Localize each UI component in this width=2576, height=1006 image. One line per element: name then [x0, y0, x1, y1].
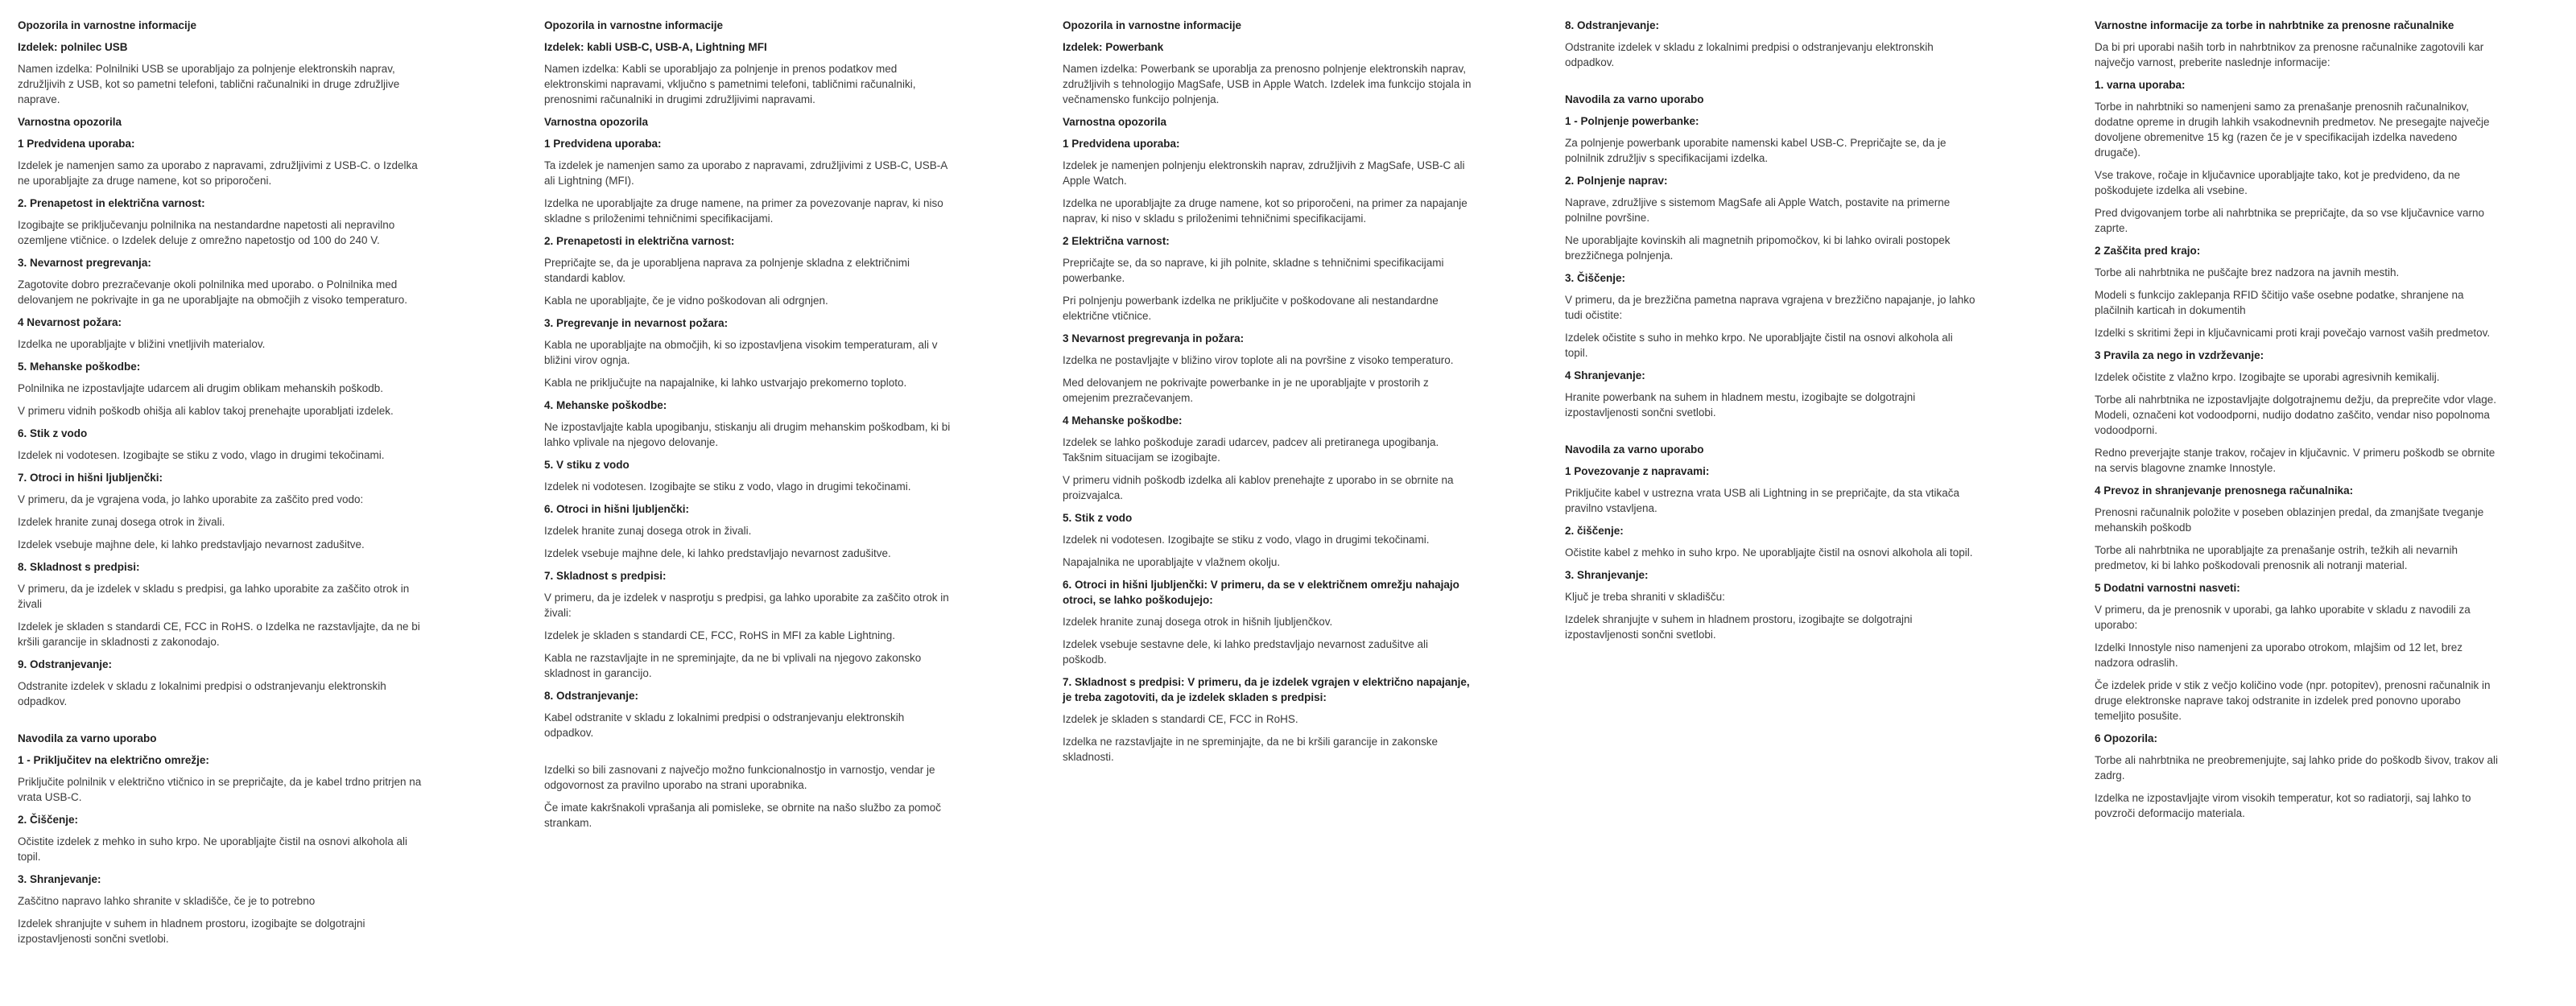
heading: 3 Pravila za nego in vzdrževanje:: [2095, 349, 2264, 361]
paragraph: Kabla ne razstavljajte in ne spreminjajte, da ne bi vplivali na njegovo zakonsko skladnost in garancijo.: [544, 652, 922, 679]
heading: 2. Prenapetosti in električna varnost:: [544, 235, 735, 247]
paragraph: Da bi pri uporabi naših torb in nahrbtnikov za prenosne računalnike zagotovili kar največjo varnost, preberite naslednje informacije:: [2095, 41, 2484, 68]
heading: 4 Prevoz in shranjevanje prenosnega računalnika:: [2095, 484, 2354, 497]
heading: 8. Odstranjevanje:: [1565, 19, 1660, 31]
heading: 6. Otroci in hišni ljubljenčki: V primeru, da se v električnem omrežju nahajajo otroci, se lahko poškodujejo:: [1063, 579, 1459, 606]
heading: 9. Odstranjevanje:: [18, 658, 113, 670]
heading: 4. Mehanske poškodbe:: [544, 399, 667, 411]
heading: 2. Prenapetost in električna varnost:: [18, 197, 205, 209]
section-spacer: [1565, 77, 1977, 92]
paragraph: Med delovanjem ne pokrivajte powerbanke in je ne uporabljajte v prostorih z omejenim prezračevanjem.: [1063, 377, 1429, 404]
paragraph: Torbe ali nahrbtnika ne uporabljajte za prenašanje ostrih, težkih ali nevarnih predmetov, ki bi lahko poškodovali prenosnik ali notranji material.: [2095, 544, 2458, 571]
column-usb-charger: [18, 18, 430, 954]
paragraph: Napajalnika ne uporabljajte v vlažnem okolju.: [1063, 556, 1281, 568]
paragraph: Izdelek je skladen s standardi CE, FCC in RoHS. o Izdelka ne razstavljajte, da ne bi kršili garancije in skladnosti z zakonodajo.: [18, 621, 420, 648]
heading: 6. Stik z vodo: [18, 427, 88, 439]
paragraph: V primeru, da je vgrajena voda, jo lahko uporabite za zaščito pred vodo:: [18, 493, 364, 505]
paragraph: Torbe in nahrbtniki so namenjeni samo za prenašanje prenosnih računalnikov, dodatne opreme in drugih lahkih vsakodnevnih predmetov. Ne presegajte največje dovoljene obremenitve 15 kg (razen če je v specifikacijah izdelka navedeno drugače).: [2095, 101, 2490, 159]
paragraph: Priključite polnilnik v električno vtičnico in se prepričajte, da je kabel trdno pritrjen na vrata USB-C.: [18, 776, 422, 803]
paragraph: V primeru vidnih poškodb ohišja ali kablov takoj prenehajte uporabljati izdelek.: [18, 405, 394, 417]
heading: 7. Skladnost s predpisi:: [544, 570, 667, 582]
heading: Varnostna opozorila: [544, 116, 649, 128]
paragraph: Če imate kakršnakoli vprašanja ali pomisleke, se obrnite na našo službo za pomoč strankam.: [544, 802, 942, 829]
paragraph: Izdelek shranjujte v suhem in hladnem prostoru, izogibajte se dolgotrajni izpostavljenosti sončni svetlobi.: [18, 917, 365, 945]
paragraph: Izdelka ne uporabljajte v bližini vnetljivih materialov.: [18, 338, 266, 350]
column-cables: [544, 18, 956, 838]
paragraph: Modeli s funkcijo zaklepanja RFID ščitijo vaše osebne podatke, shranjene na plačilnih karticah in dokumentih: [2095, 289, 2464, 316]
heading: 7. Skladnost s predpisi: V primeru, da je izdelek vgrajen v električno napajanje, je treba zagotoviti, da je izdelek skladen s predpisi:: [1063, 676, 1470, 703]
section-spacer: [544, 748, 956, 762]
heading: 2 Električna varnost:: [1063, 235, 1170, 247]
heading: 1 Predvidena uporaba:: [1063, 138, 1180, 150]
column-powerbank-usage: [1565, 18, 1977, 649]
paragraph: Ta izdelek je namenjen samo za uporabo z napravami, združljivimi z USB-C, USB-A ali Lightning (MFI).: [544, 159, 947, 187]
column-powerbank: [1063, 18, 1475, 772]
paragraph: Izogibajte se priključevanju polnilnika na nestandardne napetosti ali nepravilno ozemljene vtičnice. o Izdelek deluje z omrežno napetostjo od 100 do 240 V.: [18, 219, 395, 246]
heading: Izdelek: polnilec USB: [18, 41, 128, 53]
paragraph: Kabla ne uporabljajte, če je vidno poškodovan ali odrgnjen.: [544, 295, 828, 307]
paragraph: Izdelka ne uporabljajte za druge namene, na primer za povezovanje naprav, ki niso skladne s priloženimi tehničnimi specifikacijami.: [544, 197, 943, 225]
paragraph: Izdelek ni vodotesen. Izogibajte se stiku z vodo, vlago in drugimi tekočinami.: [18, 449, 385, 461]
heading: 1 Predvidena uporaba:: [544, 138, 662, 150]
paragraph: Kabel odstranite v skladu z lokalnimi predpisi o odstranjevanju elektronskih odpadkov.: [544, 711, 905, 739]
heading: 3. Shranjevanje:: [1565, 569, 1649, 581]
paragraph: Redno preverjajte stanje trakov, ročajev in ključavnic. V primeru poškodb se obrnite na servis blagovne znamke Innostyle.: [2095, 447, 2496, 474]
paragraph: Izdelek očistite s suho in mehko krpo. Ne uporabljajte čistil na osnovi alkohola ali topil.: [1565, 332, 1953, 359]
heading: 3. Nevarnost pregrevanja:: [18, 257, 151, 269]
paragraph: Zagotovite dobro prezračevanje okoli polnilnika med uporabo. o Polnilnika med delovanjem ne pokrivajte in ga ne uporabljajte na območjih z visoko temperaturo.: [18, 278, 408, 306]
paragraph: Izdelek hranite zunaj dosega otrok in živali.: [544, 525, 752, 537]
paragraph: Kabla ne priključujte na napajalnike, ki lahko ustvarjajo prekomerno toploto.: [544, 377, 907, 389]
paragraph: Odstranite izdelek v skladu z lokalnimi predpisi o odstranjevanju elektronskih odpadkov.: [18, 680, 386, 707]
heading: Varnostna opozorila: [1063, 116, 1167, 128]
heading: 1 - Polnjenje powerbanke:: [1565, 115, 1699, 127]
heading: 7. Otroci in hišni ljubljenčki:: [18, 472, 163, 484]
paragraph: Izdelki s skritimi žepi in ključavnicami proti kraji povečajo varnost vaših predmetov.: [2095, 327, 2491, 339]
paragraph: Polnilnika ne izpostavljajte udarcem ali drugim oblikam mehanskih poškodb.: [18, 382, 383, 394]
paragraph: Izdelek hranite zunaj dosega otrok in živali.: [18, 516, 225, 528]
heading: 5. Mehanske poškodbe:: [18, 361, 141, 373]
section-spacer: [1565, 427, 1977, 442]
heading: 5. Stik z vodo: [1063, 512, 1133, 524]
paragraph: Izdelka ne postavljajte v bližino virov toplote ali na površine z visoko temperaturo.: [1063, 354, 1454, 366]
paragraph: Torbe ali nahrbtnika ne puščajte brez nadzora na javnih mestih.: [2095, 266, 2400, 278]
heading: Izdelek: Powerbank: [1063, 41, 1164, 53]
paragraph: Izdelek ni vodotesen. Izogibajte se stiku z vodo, vlago in drugimi tekočinami.: [1063, 534, 1430, 546]
paragraph: Izdelek je skladen s standardi CE, FCC, RoHS in MFI za kable Lightning.: [544, 629, 895, 641]
paragraph: Hranite powerbank na suhem in hladnem mestu, izogibajte se dolgotrajni izpostavljenosti sončni svetlobi.: [1565, 391, 1916, 418]
heading: 2. Polnjenje naprav:: [1565, 175, 1668, 187]
heading: 6 Opozorila:: [2095, 732, 2158, 744]
paragraph: Izdelka ne uporabljajte za druge namene, kot so priporočeni, na primer za napajanje naprav, ki niso v skladu s priloženimi tehničnimi specifikacijami.: [1063, 197, 1468, 225]
paragraph: Naprave, združljive s sistemom MagSafe ali Apple Watch, postavite na primerne polnilne površine.: [1565, 196, 1951, 224]
paragraph: Izdelek je skladen s standardi CE, FCC in RoHS.: [1063, 713, 1298, 725]
paragraph: Izdelek vsebuje sestavne dele, ki lahko predstavljajo nevarnost zadušitve ali poškodb.: [1063, 638, 1429, 666]
paragraph: Izdelek je namenjen samo za uporabo z napravami, združljivimi z USB-C. o Izdelka ne uporabljajte za druge namene, kot so priporočeni.: [18, 159, 418, 187]
paragraph: Priključite kabel v ustrezna vrata USB ali Lightning in se prepričajte, da sta vtikača pravilno vstavljena.: [1565, 487, 1959, 514]
paragraph: V primeru, da je prenosnik v uporabi, ga lahko uporabite v skladu z navodili za uporabo:: [2095, 604, 2471, 631]
heading: 4 Shranjevanje:: [1565, 369, 1645, 381]
heading: 4 Nevarnost požara:: [18, 316, 122, 328]
heading: Opozorila in varnostne informacije: [1063, 19, 1242, 31]
paragraph: Za polnjenje powerbank uporabite namenski kabel USB-C. Prepričajte se, da je polnilnik združljiv s specifikacijami izdelka.: [1565, 137, 1946, 164]
paragraph: Izdelka ne razstavljajte in ne spreminjajte, da ne bi kršili garancije in zakonske skladnosti.: [1063, 736, 1438, 763]
heading: 2. čiščenje:: [1565, 525, 1624, 537]
heading: 3. Shranjevanje:: [18, 873, 101, 885]
paragraph: Izdelki Innostyle niso namenjeni za uporabo otrokom, mlajšim od 12 let, brez nadzora odraslih.: [2095, 641, 2462, 669]
heading: Opozorila in varnostne informacije: [18, 19, 197, 31]
paragraph: Ključ je treba shraniti v skladišču:: [1565, 591, 1725, 603]
paragraph: V primeru, da je brezžična pametna naprava vgrajena v brezžično napajanje, jo lahko tudi očistite:: [1565, 294, 1975, 321]
heading: Navodila za varno uporabo: [1565, 93, 1704, 105]
heading: Varnostne informacije za torbe in nahrbtnike za prenosne računalnike: [2095, 19, 2454, 31]
heading: 1 - Priključitev na električno omrežje:: [18, 754, 209, 766]
paragraph: Izdelek je namenjen polnjenju elektronskih naprav, združljivih z MagSafe, USB-C ali Apple Watch.: [1063, 159, 1465, 187]
paragraph: Ne uporabljajte kovinskih ali magnetnih pripomočkov, ki bi lahko ovirali postopek brezžičnega polnjenja.: [1565, 234, 1951, 262]
paragraph: Očistite izdelek z mehko in suho krpo. Ne uporabljajte čistil na osnovi alkohola ali topil.: [18, 835, 407, 863]
paragraph: Izdelek se lahko poškoduje zaradi udarcev, padcev ali pretiranega upogibanja. Takšnim situacijam se izogibajte.: [1063, 436, 1439, 464]
heading: 2. Čiščenje:: [18, 814, 79, 826]
paragraph: Torbe ali nahrbtnika ne preobremenjujte, saj lahko pride do poškodb šivov, trakov ali zadrg.: [2095, 754, 2499, 781]
paragraph: Izdelek očistite z vlažno krpo. Izogibajte se uporabi agresivnih kemikalij.: [2095, 371, 2440, 383]
paragraph: Izdelek shranjujte v suhem in hladnem prostoru, izogibajte se dolgotrajni izpostavljenosti sončni svetlobi.: [1565, 613, 1913, 641]
paragraph: Vse trakove, ročaje in ključavnice uporabljajte tako, kot je predvideno, da ne poškodujete izdelka ali vsebine.: [2095, 169, 2461, 196]
heading: 2 Zaščita pred krajo:: [2095, 245, 2201, 257]
paragraph: Izdelka ne izpostavljajte virom visokih temperatur, kot so radiatorji, saj lahko to povzroči deformacijo materiala.: [2095, 792, 2471, 819]
paragraph: Če izdelek pride v stik z večjo količino vode (npr. potopitev), prenosni računalnik in druge elektronske naprave takoj odstranite in izdelek pred ponovno uporabo temeljito posušite.: [2095, 679, 2491, 722]
heading: 4 Mehanske poškodbe:: [1063, 414, 1183, 427]
heading: 8. Odstranjevanje:: [544, 690, 639, 702]
paragraph: Prepričajte se, da je uporabljena naprava za polnjenje skladna z električnimi standardi kablov.: [544, 257, 910, 284]
paragraph: Izdelek vsebuje majhne dele, ki lahko predstavljajo nevarnost zadušitve.: [18, 538, 365, 550]
paragraph: Izdelek vsebuje majhne dele, ki lahko predstavljajo nevarnost zadušitve.: [544, 547, 891, 559]
paragraph: Torbe ali nahrbtnika ne izpostavljajte dolgotrajnemu dežju, da preprečite vdor vlage. Modeli, označeni kot vodoodporni, nudijo dodatno zaščito, vendar niso popolnoma vodoodporni.: [2095, 394, 2497, 436]
heading: Navodila za varno uporabo: [18, 732, 157, 744]
heading: 1. varna uporaba:: [2095, 79, 2186, 91]
paragraph: Izdelki so bili zasnovani z največjo možno funkcionalnostjo in varnostjo, vendar je odgovornost za pravilno uporabo na strani uporabnika.: [544, 764, 935, 791]
paragraph: Odstranite izdelek v skladu z lokalnimi predpisi o odstranjevanju elektronskih odpadkov.: [1565, 41, 1934, 68]
column-laptop-bags: [2095, 18, 2501, 828]
heading: 5 Dodatni varnostni nasveti:: [2095, 582, 2240, 594]
paragraph: Kabla ne uporabljajte na območjih, ki so izpostavljena visokim temperaturam, ali v bližini virov ognja.: [544, 339, 938, 366]
paragraph: V primeru vidnih poškodb izdelka ali kablov prenehajte z uporabo in se obrnite na proizvajalca.: [1063, 474, 1454, 501]
paragraph: Namen izdelka: Polnilniki USB se uporabljajo za polnjenje elektronskih naprav, združljivih z USB, kot so pametni telefoni, tablični računalniki in druge združljive naprave.: [18, 63, 400, 105]
paragraph: Pred dvigovanjem torbe ali nahrbtnika se prepričajte, da so vse ključavnice varno zaprte.: [2095, 207, 2485, 234]
heading: 6. Otroci in hišni ljubljenčki:: [544, 503, 690, 515]
paragraph: V primeru, da je izdelek v skladu s predpisi, ga lahko uporabite za zaščito otrok in živali: [18, 583, 410, 610]
heading: Navodila za varno uporabo: [1565, 443, 1704, 456]
heading: Izdelek: kabli USB-C, USB-A, Lightning MFI: [544, 41, 767, 53]
paragraph: Zaščitno napravo lahko shranite v skladišče, če je to potrebno: [18, 895, 316, 907]
paragraph: Namen izdelka: Kabli se uporabljajo za polnjenje in prenos podatkov med elektronskimi napravami, vključno s pametnimi telefoni, tabličnimi računalniki, prenosnimi računalniki in drugimi združljivimi napravami.: [544, 63, 916, 105]
heading: 3 Nevarnost pregrevanja in požara:: [1063, 332, 1245, 344]
paragraph: V primeru, da je izdelek v nasprotju s predpisi, ga lahko uporabite za zaščito otrok in živali:: [544, 592, 949, 619]
section-spacer: [18, 716, 430, 731]
paragraph: Pri polnjenju powerbank izdelka ne priključite v poškodovane ali nestandardne električne vtičnice.: [1063, 295, 1439, 322]
paragraph: Prepričajte se, da so naprave, ki jih polnite, skladne s tehničnimi specifikacijami powerbanke.: [1063, 257, 1444, 284]
heading: Opozorila in varnostne informacije: [544, 19, 724, 31]
paragraph: Ne izpostavljajte kabla upogibanju, stiskanju ali drugim mehanskim poškodbam, ki bi lahko vplivale na njegovo delovanje.: [544, 421, 951, 448]
heading: Varnostna opozorila: [18, 116, 122, 128]
paragraph: Prenosni računalnik položite v poseben oblazinjen predal, da zmanjšate tveganje mehanskih poškodb: [2095, 506, 2484, 534]
paragraph: Namen izdelka: Powerbank se uporablja za prenosno polnjenje elektronskih naprav, združljivih s tehnologijo MagSafe, USB in Apple Watch. Izdelek ima funkcijo stojala in večnamensko funkcijo polnjenja.: [1063, 63, 1472, 105]
paragraph: Izdelek ni vodotesen. Izogibajte se stiku z vodo, vlago in drugimi tekočinami.: [544, 480, 911, 493]
heading: 1 Povezovanje z napravami:: [1565, 465, 1710, 477]
heading: 5. V stiku z vodo: [544, 459, 630, 471]
heading: 3. Čiščenje:: [1565, 272, 1626, 284]
heading: 1 Predvidena uporaba:: [18, 138, 135, 150]
paragraph: Očistite kabel z mehko in suho krpo. Ne uporabljajte čistil na osnovi alkohola ali topil.: [1565, 546, 1973, 559]
heading: 8. Skladnost s predpisi:: [18, 561, 140, 573]
paragraph: Izdelek hranite zunaj dosega otrok in hišnih ljubljenčkov.: [1063, 616, 1333, 628]
heading: 3. Pregrevanje in nevarnost požara:: [544, 317, 729, 329]
